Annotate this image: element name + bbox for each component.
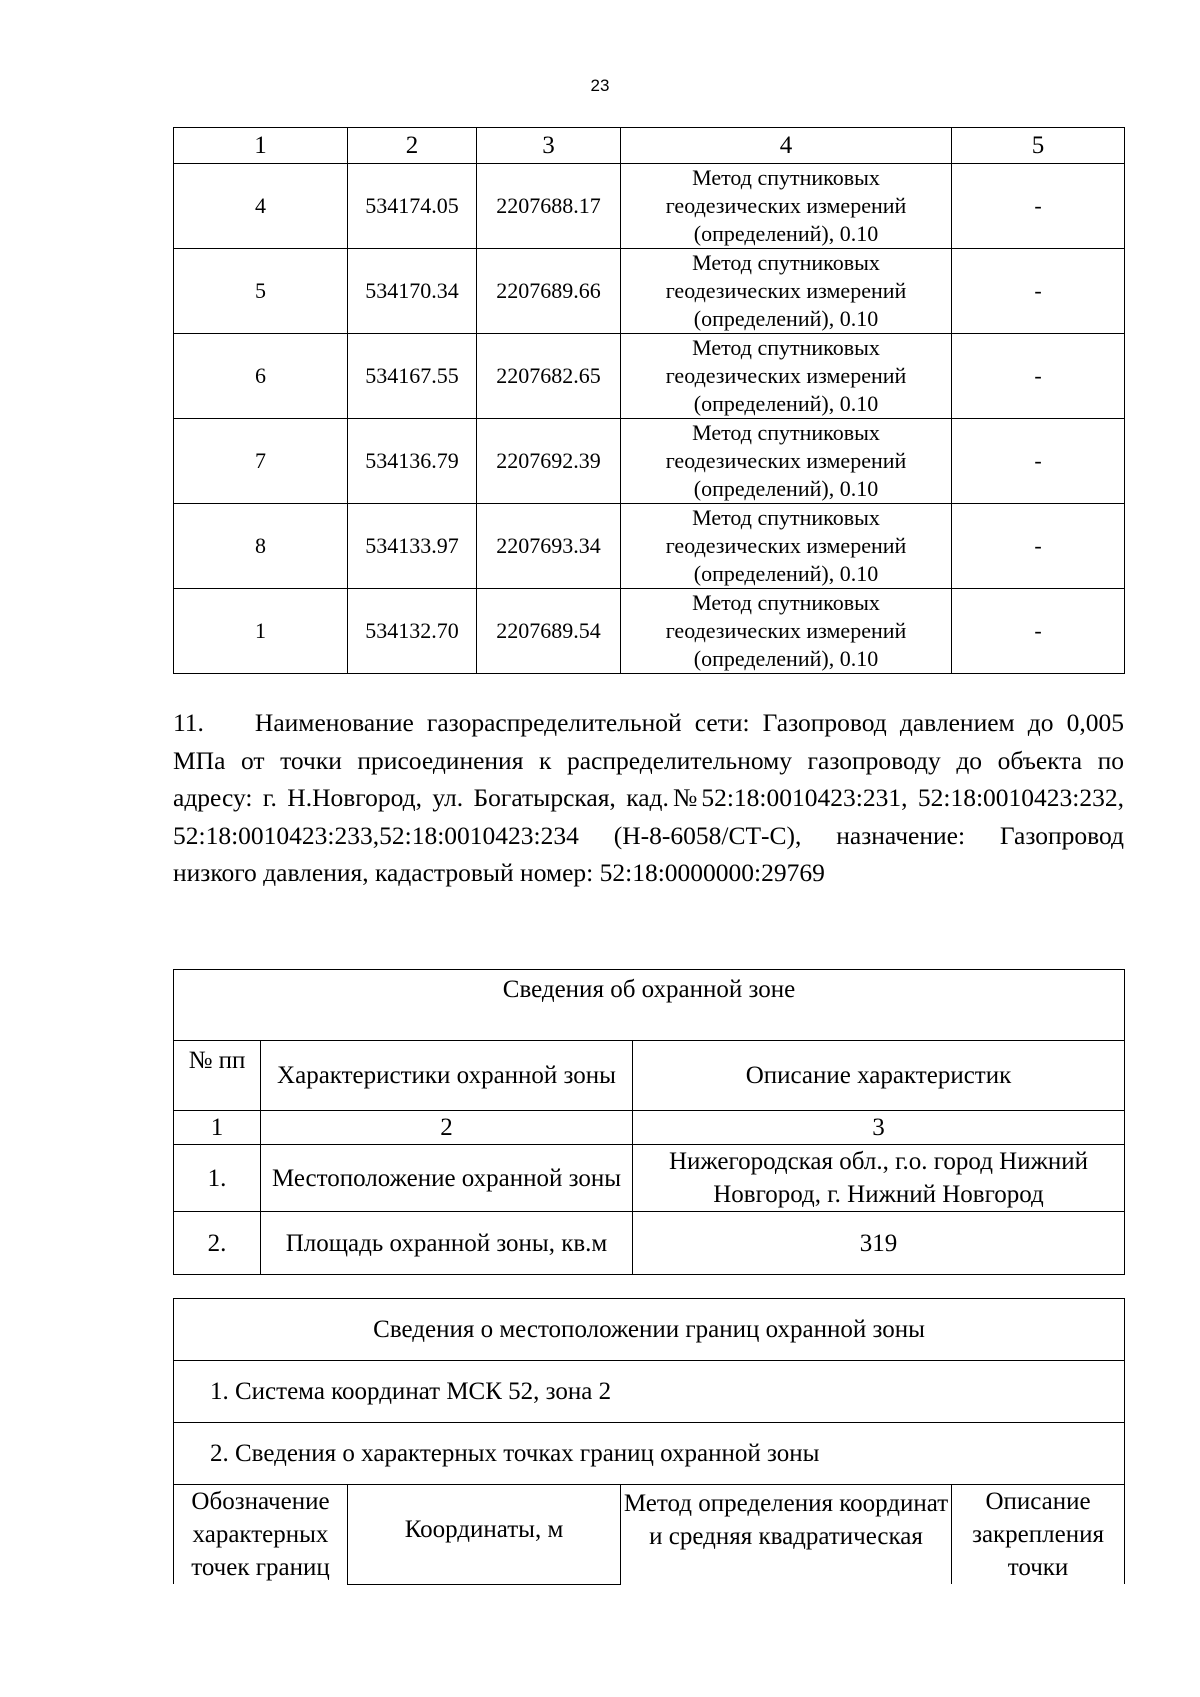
desc-header: Описание характеристик xyxy=(633,1041,1125,1111)
desc-cell: - xyxy=(952,589,1125,674)
x-cell: 534132.70 xyxy=(348,589,477,674)
bounds-table-title: Сведения о местоположении границ охранной зоны xyxy=(174,1299,1125,1361)
y-cell: 2207682.65 xyxy=(477,334,621,419)
method-cell: Метод спутниковых геодезических измерений (определений), 0.10 xyxy=(621,334,952,419)
table-header-row xyxy=(174,1485,1125,1585)
coordinates-header: Координаты, м xyxy=(348,1485,621,1585)
header-cell: 2 xyxy=(348,128,477,164)
desc-cell: - xyxy=(952,504,1125,589)
boundaries-table xyxy=(173,1298,1125,1585)
table-row xyxy=(174,249,1125,334)
header-cell: 3 xyxy=(477,128,621,164)
table-index-row xyxy=(174,1111,1125,1145)
table-row xyxy=(174,164,1125,249)
table-row xyxy=(174,1423,1125,1485)
table-row xyxy=(174,504,1125,589)
y-cell: 2207689.54 xyxy=(477,589,621,674)
table-title-row xyxy=(174,970,1125,1041)
x-cell: 534170.34 xyxy=(348,249,477,334)
header-cell: 4 xyxy=(621,128,952,164)
char-header: Характеристики охранной зоны xyxy=(261,1041,633,1111)
num-cell: 1. xyxy=(174,1145,261,1212)
table-row xyxy=(174,419,1125,504)
y-cell: 2207692.39 xyxy=(477,419,621,504)
points-info-line: 2. Сведения о характерных точках границ охранной зоны xyxy=(174,1423,1125,1485)
method-cell: Метод спутниковых геодезических измерений (определений), 0.10 xyxy=(621,504,952,589)
table-title-row xyxy=(174,1299,1125,1361)
table-header-row xyxy=(174,1041,1125,1111)
method-header: Метод определения координат и средняя квадратическая xyxy=(621,1485,952,1585)
char-cell: Площадь охранной зоны, кв.м xyxy=(261,1212,633,1275)
point-designation-header: Обозначение характерных точек границ xyxy=(174,1485,348,1585)
point-cell: 4 xyxy=(174,164,348,249)
x-cell: 534136.79 xyxy=(348,419,477,504)
point-cell: 5 xyxy=(174,249,348,334)
table-row xyxy=(174,589,1125,674)
table-header-row xyxy=(174,128,1125,164)
fixation-header: Описание закрепления точки xyxy=(952,1485,1125,1585)
num-header: № пп xyxy=(174,1041,261,1111)
desc-cell: 319 xyxy=(633,1212,1125,1275)
header-cell: 5 xyxy=(952,128,1125,164)
desc-cell: - xyxy=(952,164,1125,249)
method-cell: Метод спутниковых геодезических измерений (определений), 0.10 xyxy=(621,419,952,504)
page-number: 23 xyxy=(590,76,610,95)
method-cell: Метод спутниковых геодезических измерений (определений), 0.10 xyxy=(621,589,952,674)
index-cell: 2 xyxy=(261,1111,633,1145)
table-row xyxy=(174,1361,1125,1423)
desc-cell: - xyxy=(952,419,1125,504)
point-cell: 6 xyxy=(174,334,348,419)
y-cell: 2207688.17 xyxy=(477,164,621,249)
protection-zone-table xyxy=(173,969,1125,1275)
desc-cell: - xyxy=(952,249,1125,334)
x-cell: 534167.55 xyxy=(348,334,477,419)
index-cell: 1 xyxy=(174,1111,261,1145)
section-11-paragraph: 11. Наименование газораспределительной сети: Газопровод давлением до 0,005 МПа от точки присоединения к распределительному газопроводу до объекта по адресу: г. Н.Новгород, ул. Богатырская, кад.№52:18:0010423:231, 52:18:0010423:232, 52:18:0010423:233,52:18:0010423:234 (Н-8-6058/СТ-С), назначение: Газопровод низкого давления, кадастровый номер: 52:18:0000000:29769 xyxy=(173,708,1124,887)
coordinates-table xyxy=(173,127,1125,674)
x-cell: 534133.97 xyxy=(348,504,477,589)
num-cell: 2. xyxy=(174,1212,261,1275)
header-cell: 1 xyxy=(174,128,348,164)
char-cell: Местоположение охранной зоны xyxy=(261,1145,633,1212)
y-cell: 2207689.66 xyxy=(477,249,621,334)
table-row xyxy=(174,334,1125,419)
x-cell: 534174.05 xyxy=(348,164,477,249)
y-cell: 2207693.34 xyxy=(477,504,621,589)
table-row xyxy=(174,1145,1125,1212)
table-row xyxy=(174,1212,1125,1275)
point-cell: 7 xyxy=(174,419,348,504)
method-cell: Метод спутниковых геодезических измерений (определений), 0.10 xyxy=(621,164,952,249)
index-cell: 3 xyxy=(633,1111,1125,1145)
zone-table-title: Сведения об охранной зоне xyxy=(174,970,1125,1041)
coordinate-system-line: 1. Система координат МСК 52, зона 2 xyxy=(174,1361,1125,1423)
point-cell: 8 xyxy=(174,504,348,589)
point-cell: 1 xyxy=(174,589,348,674)
desc-cell: Нижегородская обл., г.о. город Нижний Новгород, г. Нижний Новгород xyxy=(633,1145,1125,1212)
desc-cell: - xyxy=(952,334,1125,419)
method-cell: Метод спутниковых геодезических измерений (определений), 0.10 xyxy=(621,249,952,334)
